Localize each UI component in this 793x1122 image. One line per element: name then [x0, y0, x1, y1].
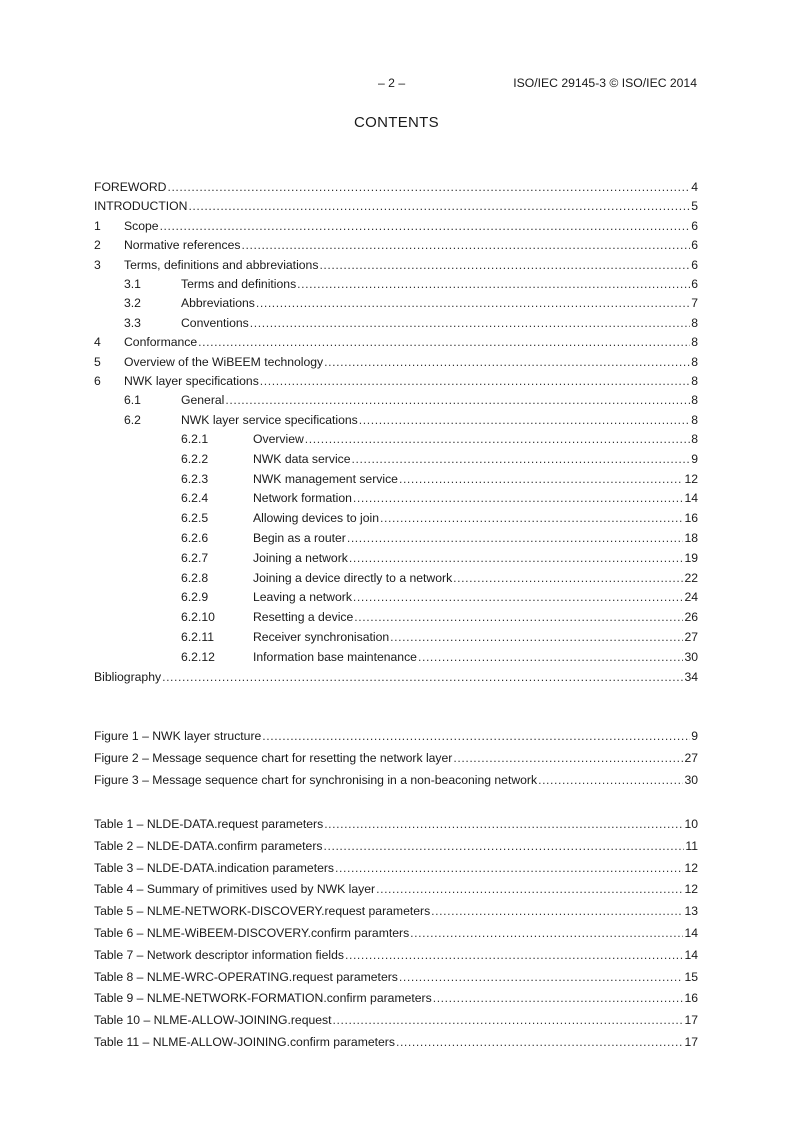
- dot-leader: [160, 217, 691, 236]
- toc-entry-page: 26: [684, 610, 698, 625]
- dot-leader: [335, 858, 683, 880]
- toc-entry-number: 1: [94, 218, 101, 233]
- toc-entry-number: 6.2.6: [181, 531, 209, 546]
- dot-leader: [353, 489, 684, 509]
- figure-entry[interactable]: [94, 726, 698, 748]
- toc-entry-page: 5: [691, 199, 698, 214]
- toc-entry[interactable]: [94, 178, 698, 197]
- toc-entry-label: Overview of the WiBEEM technology: [124, 354, 324, 369]
- toc-entry-label: FOREWORD: [94, 180, 167, 194]
- dot-leader: [453, 748, 683, 770]
- toc-entry-page: 8: [691, 354, 698, 369]
- toc-entry-label: NWK layer service specifications: [181, 412, 358, 427]
- dot-leader: [399, 470, 683, 490]
- toc-entry-number: 6.2.11: [181, 630, 214, 645]
- toc-entry-page: 27: [684, 630, 698, 645]
- toc-entry[interactable]: [94, 333, 698, 352]
- toc-entry-label: NWK layer specifications: [124, 373, 259, 388]
- table-entry[interactable]: [94, 1010, 698, 1032]
- toc-entry-number: 2: [94, 238, 101, 253]
- dot-leader: [354, 608, 683, 628]
- table-entry[interactable]: [94, 967, 698, 989]
- table-entry-label: Table 10 – NLME-ALLOW-JOINING.request: [94, 1013, 332, 1028]
- dot-leader: [453, 569, 683, 589]
- table-entry-label: Table 1 – NLDE-DATA.request parameters: [94, 817, 324, 831]
- toc-entry-number: 6.2.4: [181, 491, 209, 506]
- table-entry[interactable]: [94, 901, 698, 923]
- table-entry[interactable]: [94, 879, 698, 901]
- toc-entry-page: 8: [691, 412, 698, 427]
- list-of-figures: [94, 726, 698, 791]
- dot-leader: [324, 353, 690, 372]
- table-entry-page: 13: [684, 904, 698, 919]
- table-entry[interactable]: [94, 814, 698, 836]
- toc-entry-page: 22: [684, 570, 698, 585]
- dot-leader: [410, 923, 683, 945]
- toc-entry[interactable]: [94, 509, 698, 529]
- toc-entry-label: Leaving a network: [253, 590, 352, 605]
- toc-entry-number: 6.2.8: [181, 570, 209, 585]
- toc-entry-label: Network formation: [253, 491, 352, 506]
- list-of-tables: [94, 814, 698, 1054]
- dot-leader: [380, 509, 683, 529]
- toc-entry-number: 6: [94, 373, 101, 388]
- toc-entry[interactable]: [94, 294, 698, 313]
- toc-entry[interactable]: [94, 608, 698, 628]
- toc-entry-page: 16: [684, 511, 698, 526]
- toc-entry-number: 6.2.2: [181, 451, 209, 466]
- toc-entry-number: 6.2.3: [181, 471, 209, 486]
- toc-entry[interactable]: [94, 236, 698, 255]
- dot-leader: [323, 836, 684, 858]
- toc-entry[interactable]: [94, 569, 698, 589]
- toc-entry-page: 8: [691, 393, 698, 408]
- page-header: [0, 76, 793, 92]
- toc-entry-page: 6: [691, 238, 698, 253]
- toc-entry-page: 19: [684, 550, 698, 565]
- dot-leader: [431, 901, 683, 923]
- table-entry-page: 15: [684, 969, 698, 984]
- table-entry-page: 17: [684, 1034, 698, 1049]
- toc-entry-label: Resetting a device: [253, 610, 354, 625]
- toc-entry-page: 6: [691, 257, 698, 272]
- toc-entry[interactable]: [94, 648, 698, 668]
- dot-leader: [345, 945, 683, 967]
- toc-entry-page: 24: [684, 590, 698, 605]
- toc-entry-label: General: [181, 393, 225, 408]
- dot-leader: [260, 372, 690, 391]
- table-entry-page: 12: [684, 860, 698, 875]
- toc-entry-label: Joining a device directly to a network: [253, 570, 453, 585]
- dot-leader: [225, 391, 690, 410]
- toc-entry-label: Normative references: [124, 238, 241, 253]
- toc-entry-number: 4: [94, 335, 101, 350]
- toc-entry-page: 7: [691, 296, 698, 311]
- dot-leader: [319, 256, 690, 275]
- dot-leader: [162, 668, 683, 687]
- figure-entry-label: Figure 2 – Message sequence chart for resetting the network layer: [94, 750, 453, 765]
- dot-leader: [242, 236, 691, 255]
- toc-entry-page: 14: [684, 491, 698, 506]
- dot-leader: [167, 178, 690, 197]
- toc-entry[interactable]: [94, 391, 698, 410]
- toc-entry-label: INTRODUCTION: [94, 199, 188, 214]
- dot-leader: [250, 314, 690, 333]
- dot-leader: [198, 333, 690, 352]
- dot-leader: [305, 430, 690, 450]
- table-entry-page: 11: [685, 838, 698, 853]
- table-entry[interactable]: [94, 945, 698, 967]
- table-entry[interactable]: [94, 988, 698, 1010]
- toc-entry[interactable]: [94, 668, 698, 687]
- toc-entry[interactable]: [94, 197, 698, 216]
- toc-entry[interactable]: [94, 314, 698, 333]
- toc-entry-number: 3.3: [124, 315, 141, 330]
- table-entry-page: 10: [684, 817, 698, 831]
- table-entry-label: Table 3 – NLDE-DATA.indication parameters: [94, 860, 335, 875]
- toc-entry-page: 34: [684, 669, 698, 684]
- figure-entry-label: Figure 3 – Message sequence chart for synchronising in a non-beaconing network: [94, 772, 538, 787]
- toc-entry-number: 6.2.1: [181, 432, 209, 447]
- toc-entry-page: 8: [691, 373, 698, 388]
- figure-entry[interactable]: [94, 770, 698, 792]
- toc-entry[interactable]: [94, 470, 698, 490]
- dot-leader: [352, 450, 691, 470]
- toc-entry-label: NWK data service: [253, 451, 351, 466]
- toc-entry-page: 18: [684, 531, 698, 546]
- toc-entry-number: 6.2: [124, 412, 141, 427]
- toc-entry-label: Joining a network: [253, 550, 348, 565]
- toc-entry-number: 3: [94, 257, 101, 272]
- toc-entry[interactable]: [94, 353, 698, 372]
- toc-entry-number: 6.2.7: [181, 550, 209, 565]
- dot-leader: [256, 294, 690, 313]
- toc-entry[interactable]: [94, 411, 698, 430]
- toc-entry[interactable]: [94, 549, 698, 569]
- table-entry-label: Table 9 – NLME-NETWORK-FORMATION.confirm parameters: [94, 991, 432, 1006]
- dot-leader: [376, 879, 683, 901]
- toc-entry-page: 8: [691, 432, 698, 447]
- toc-entry-page: 30: [684, 649, 698, 664]
- toc-entry[interactable]: [94, 529, 698, 549]
- toc-entry-label: Begin as a router: [253, 531, 346, 546]
- table-entry-label: Table 5 – NLME-NETWORK-DISCOVERY.request parameters: [94, 904, 431, 919]
- dot-leader: [188, 197, 690, 216]
- toc-entry-label: Scope: [124, 218, 159, 233]
- toc-entry-page: 8: [691, 315, 698, 330]
- toc-entry-page: 8: [691, 335, 698, 350]
- dot-leader: [349, 549, 684, 569]
- dot-leader: [433, 988, 684, 1010]
- figure-entry-page: 27: [684, 750, 698, 765]
- table-entry-label: Table 2 – NLDE-DATA.confirm parameters: [94, 838, 323, 853]
- toc-entry-number: 6.2.5: [181, 511, 209, 526]
- toc-entry-number: 6.2.10: [181, 610, 215, 625]
- dot-leader: [359, 411, 690, 430]
- dot-leader: [538, 770, 683, 792]
- dot-leader: [347, 529, 684, 549]
- toc-entry-number: 6.2.12: [181, 649, 215, 664]
- toc-entry-label: Information base maintenance: [253, 649, 417, 664]
- toc-entry[interactable]: [94, 588, 698, 608]
- toc-entry-page: 6: [691, 218, 698, 233]
- dot-leader: [399, 967, 684, 989]
- table-entry-label: Table 8 – NLME-WRC-OPERATING.request parameters: [94, 969, 398, 984]
- toc-entry-label: Terms, definitions and abbreviations: [124, 257, 319, 272]
- toc-entry-label: Conventions: [181, 315, 249, 330]
- dot-leader: [262, 726, 690, 748]
- toc-entry[interactable]: [94, 256, 698, 275]
- table-entry-label: Table 4 – Summary of primitives used by NWK layer: [94, 882, 376, 897]
- dot-leader: [418, 648, 683, 668]
- toc-entry[interactable]: [94, 628, 698, 648]
- toc-entry[interactable]: [94, 372, 698, 391]
- figure-entry[interactable]: [94, 748, 698, 770]
- document-id: ISO/IEC 29145-3 © ISO/IEC 2014: [513, 76, 697, 90]
- toc-entry-number: 3.2: [124, 296, 141, 311]
- toc-entry[interactable]: [94, 489, 698, 509]
- toc-entry-label: Terms and definitions: [181, 276, 297, 291]
- table-entry-page: 14: [684, 925, 698, 940]
- toc-entry-label: NWK management service: [253, 471, 398, 486]
- toc-entry-label: Conformance: [124, 335, 198, 350]
- toc-entry-number: 5: [94, 354, 101, 369]
- table-entry-page: 14: [684, 947, 698, 962]
- toc-entry-page: 12: [684, 471, 698, 486]
- dot-leader: [324, 814, 683, 836]
- table-entry[interactable]: [94, 858, 698, 880]
- table-entry-label: Table 6 – NLME-WiBEEM-DISCOVERY.confirm paramters: [94, 925, 410, 940]
- dot-leader: [390, 628, 683, 648]
- figure-entry-page: 30: [684, 772, 698, 787]
- table-entry-page: 12: [684, 882, 698, 897]
- toc-entry-number: 6.1: [124, 393, 141, 408]
- table-entry[interactable]: [94, 1032, 698, 1054]
- toc-entry-label: Allowing devices to join: [253, 511, 380, 526]
- dot-leader: [396, 1032, 683, 1054]
- table-entry[interactable]: [94, 923, 698, 945]
- toc-entry[interactable]: [94, 430, 698, 450]
- page-title: CONTENTS: [354, 114, 439, 131]
- toc-entry-page: 6: [691, 276, 698, 291]
- dot-leader: [297, 275, 690, 294]
- table-entry[interactable]: [94, 836, 698, 858]
- dot-leader: [353, 588, 684, 608]
- toc-entry-number: 6.2.9: [181, 590, 209, 605]
- figure-entry-page: 9: [691, 729, 698, 743]
- toc-entry[interactable]: [94, 450, 698, 470]
- page-number: – 2 –: [378, 76, 406, 90]
- table-entry-label: Table 7 – Network descriptor information fields: [94, 947, 344, 962]
- table-entry-page: 16: [684, 991, 698, 1006]
- dot-leader: [333, 1010, 684, 1032]
- toc-entry-number: 3.1: [124, 276, 141, 291]
- table-entry-label: Table 11 – NLME-ALLOW-JOINING.confirm parameters: [94, 1034, 395, 1049]
- toc-entry[interactable]: [94, 217, 698, 236]
- toc-entry-label: Bibliography: [94, 669, 162, 684]
- figure-entry-label: Figure 1 – NWK layer structure: [94, 729, 262, 743]
- toc-entry-label: Receiver synchronisation: [253, 630, 390, 645]
- table-of-contents: [94, 178, 698, 687]
- toc-entry-page: 4: [691, 180, 698, 194]
- toc-entry[interactable]: [94, 275, 698, 294]
- toc-entry-label: Overview: [253, 432, 304, 447]
- toc-entry-label: Abbreviations: [181, 296, 255, 311]
- toc-entry-page: 9: [691, 451, 698, 466]
- table-entry-page: 17: [684, 1013, 698, 1028]
